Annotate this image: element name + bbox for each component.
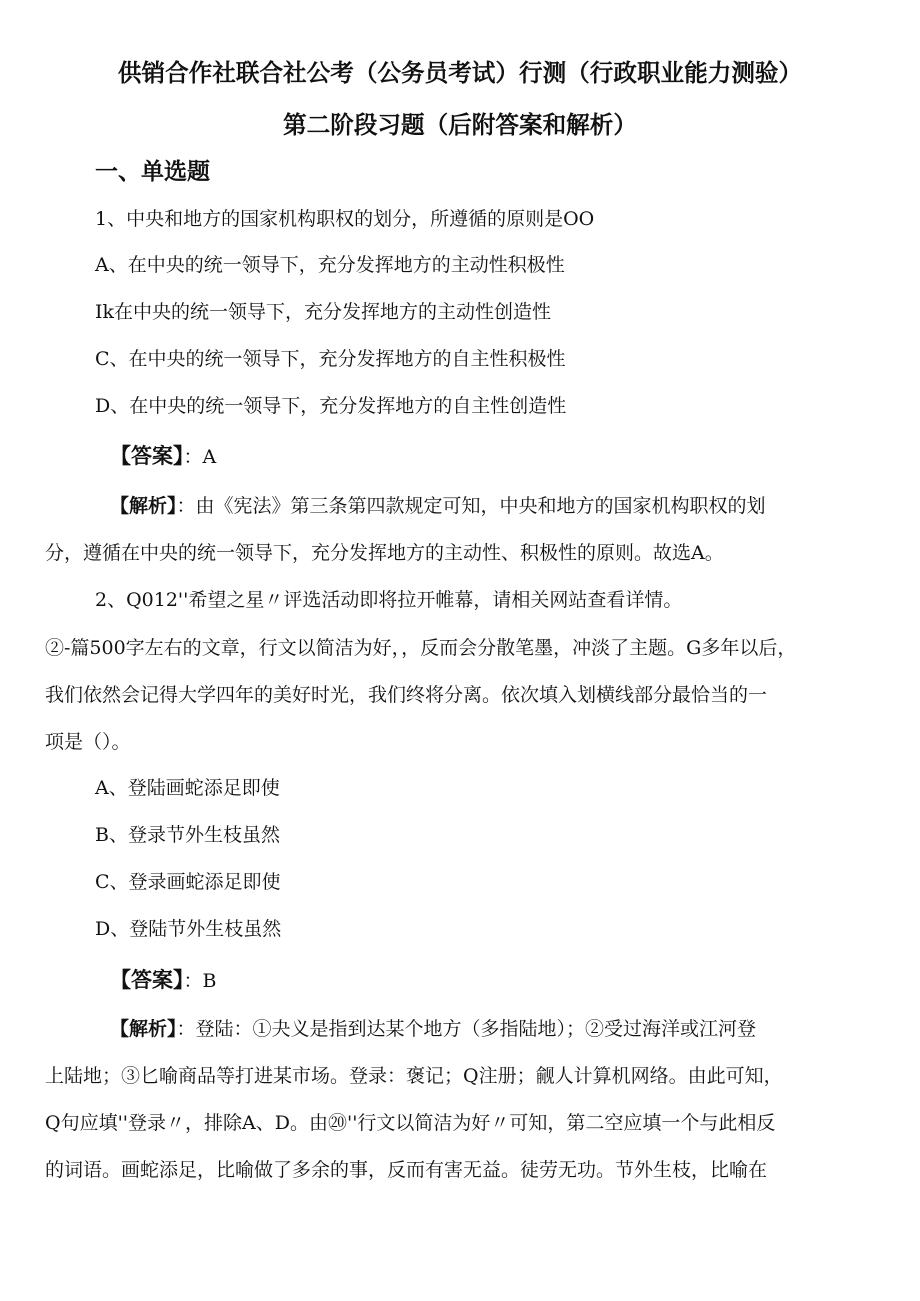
question-2-option-b: B、登录节外生枝虽然 [95,824,280,846]
analysis-label: 【解析】 [110,495,177,517]
analysis-label: 【解析】 [110,1018,177,1040]
question-2-option-d: D、登陆节外生枝虽然 [95,918,282,940]
document-title-line-2: 第二阶段习题（后附答案和解析） [283,111,637,139]
question-2-answer [110,967,216,994]
question-2-stem-line-1: 2、Q012''希望之星〃评选活动即将拉开帷幕，请相关网站查看详情。 [95,589,683,611]
analysis-text: ：登陆：①夬义是指到达某个地方（多指陆地）；②受过海洋或江河登 [176,1018,757,1040]
question-1-analysis-line-2: 分，遵循在中央的统一领导下，充分发挥地方的主动性、积极性的原则。故选A。 [45,542,724,564]
question-1-answer [110,443,216,470]
question-2-option-c: C、登录画蛇添足即使 [95,871,281,893]
answer-label: 【答案】 [110,968,184,992]
question-2-stem-line-2: ②-篇500字左右的文章，行文以简洁为好，，反而会分散笔墨，冲淡了主题。G多年以后， [45,637,797,659]
question-2-analysis-line-2: 上陆地；③匕喻商品等打进某市场。登录：褒记；Q注册；觎人计算机网络。由此可知， [45,1065,783,1087]
question-2-stem-line-4: 项是（）。 [45,731,131,753]
question-1-option-d: D、在中央的统一领导下，充分发挥地方的自主性创造性 [95,395,567,417]
analysis-text: ：由《宪法》第三条第四款规定可知，中央和地方的国家机构职权的划 [176,495,766,517]
question-2-stem-line-3: 我们依然会记得大学四年的美好时光，我们终将分离。依次填入划横线部分最恰当的一 [45,684,768,706]
document-title-line-1: 供销合作社联合社公考（公务员考试）行测（行政职业能力测验） [117,59,803,87]
answer-value: ：A [183,446,217,468]
question-2-analysis-line-4: 的词语。画蛇添足，比喻做了多余的事，反而有害无益。徒劳无功。节外生枝，比喻在 [45,1159,768,1181]
question-2-analysis-line-3: Q句应填''登录〃，排除A、D。由⑳''行文以简洁为好〃可知，第二空应填一个与此相反 [45,1112,776,1134]
section-heading: 一、单选题 [95,159,210,185]
question-1-analysis-line-1 [110,493,766,519]
answer-label: 【答案】 [110,444,184,468]
question-1-option-a: A、在中央的统一领导下，充分发挥地方的主动性积极性 [95,254,565,276]
question-2-option-a: A、登陆画蛇添足即使 [95,777,280,799]
question-2-analysis-line-1 [110,1016,756,1042]
question-1-option-c: C、在中央的统一领导下，充分发挥地方的自主性积极性 [95,348,566,370]
answer-value: ：B [183,970,217,992]
question-1-stem: 1、中央和地方的国家机构职权的划分，所遵循的原则是OO [95,208,595,230]
question-1-option-b: Ik在中央的统一领导下，充分发挥地方的主动性创造性 [95,301,552,323]
